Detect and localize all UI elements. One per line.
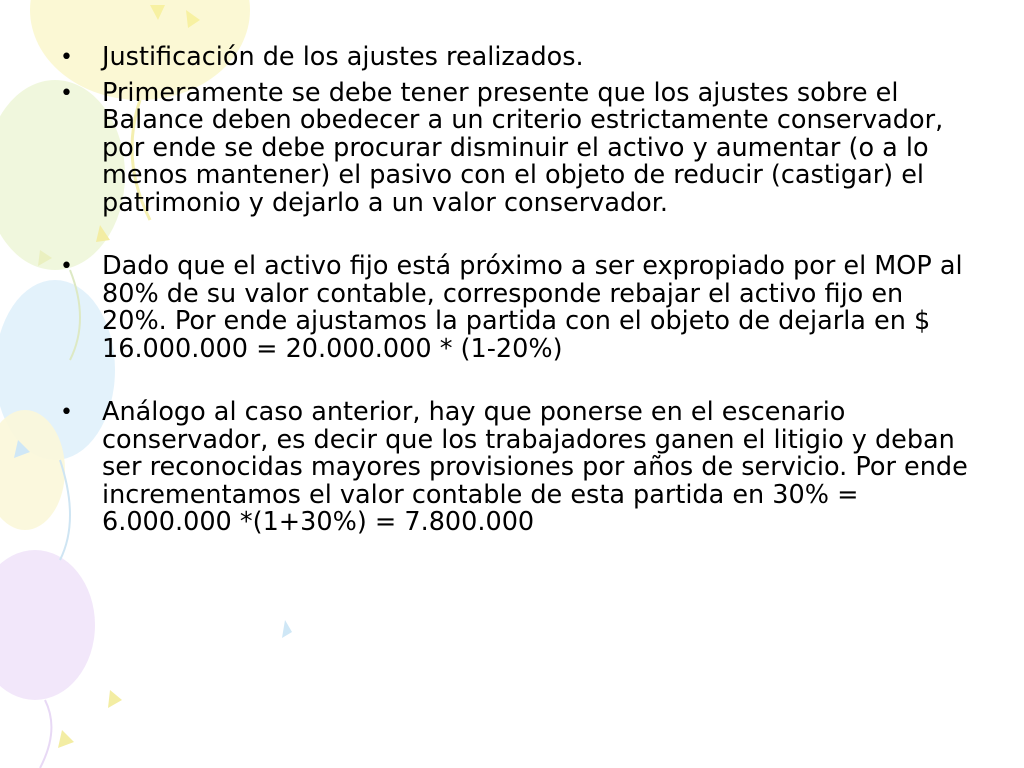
bullet-item-4	[60, 399, 970, 537]
bullet-item-3	[60, 253, 970, 363]
slide-content	[60, 44, 970, 537]
bullet-item-2	[60, 77, 970, 218]
bullet-text: Justificación de los ajustes realizados.	[102, 42, 584, 72]
confetti-shape	[282, 620, 292, 638]
bullet-glyph: •	[60, 80, 73, 106]
bullet-text: Primeramente se debe tener presente que los ajustes sobre el Balance deben obedecer a un criterio estrictamente conservador, por ende se debe procurar disminuir el activo y aumentar (o a lo menos mantener) el pasivo con el objeto de reducir (castigar) el patrimonio y dejarlo a un valor conservador.	[102, 77, 944, 218]
confetti-shape	[108, 690, 122, 708]
bullet-glyph: •	[60, 45, 73, 70]
bullet-glyph: •	[60, 254, 73, 279]
bullet-glyph: •	[60, 400, 73, 425]
balloon-purple-bottom	[0, 550, 95, 700]
bullet-text: Dado que el activo fijo está próximo a ser expropiado por el MOP al 80% de su valor contable, corresponde rebajar el activo fijo en 20%. Por ende ajustamos la partida con el objeto de dejarla en $ 16.000.000 = 20.000.000 * (1-20%)	[102, 251, 963, 364]
bullet-text: Análogo al caso anterior, hay que ponerse en el escenario conservador, es decir que los trabajadores ganen el litigio y deban ser reconocidas mayores provisiones por años de servicio. Por ende incrementamos el valor contable de esta partida en 30% = 6.000.000 *(1+30%) = 7.800.000	[102, 397, 968, 537]
bullet-item-1	[60, 44, 970, 72]
confetti-shape	[58, 730, 74, 748]
